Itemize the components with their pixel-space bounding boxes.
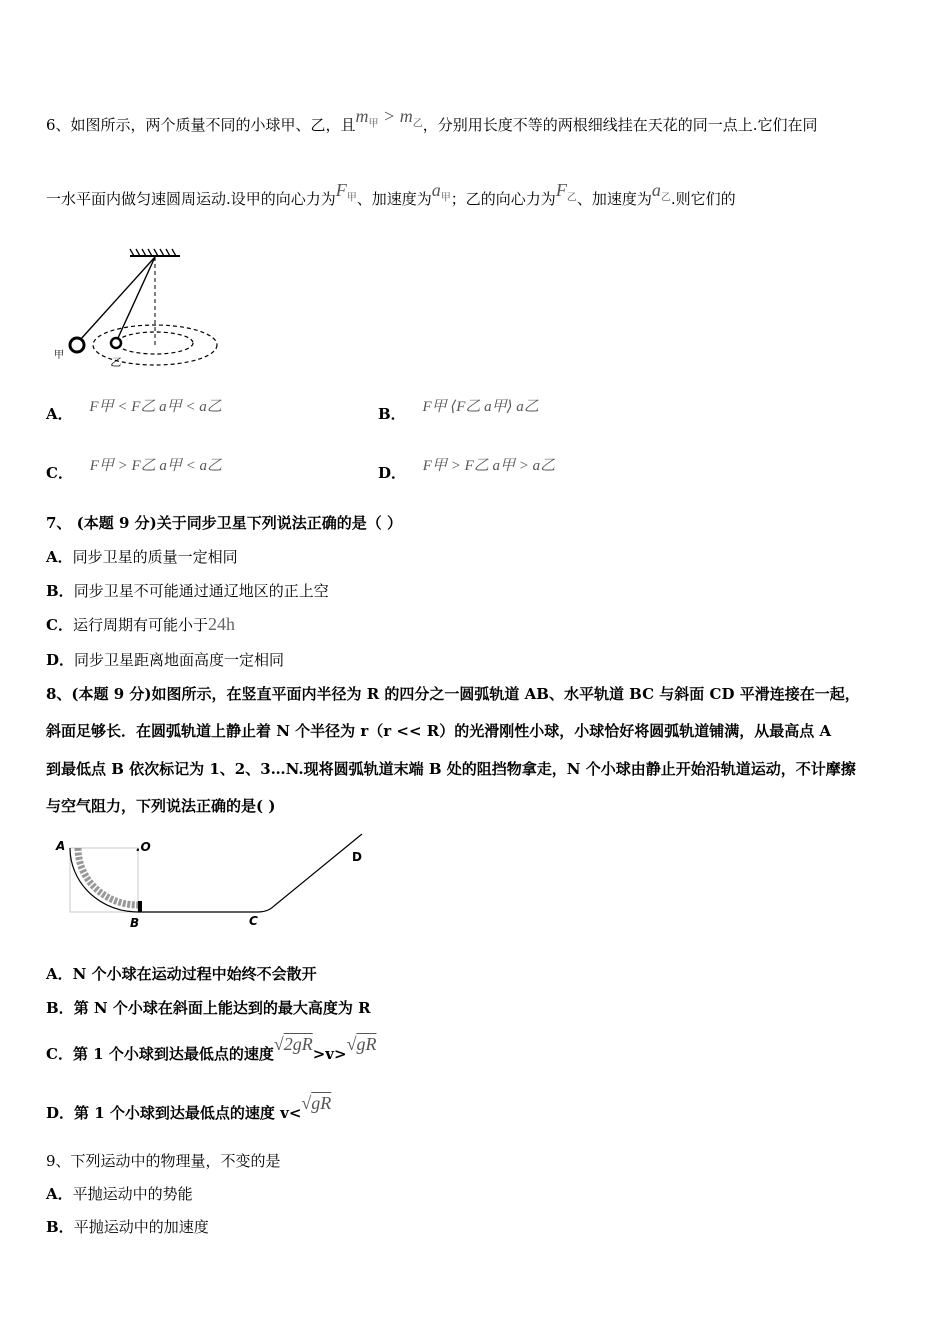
- conical-pendulum-figure: [52, 240, 227, 375]
- track-figure: [50, 830, 370, 935]
- q7-option-d[interactable]: D．同步卫星距离地面高度一定相同: [46, 651, 285, 669]
- q6-option-d[interactable]: D． F甲 > F乙 a甲 > a乙: [378, 458, 556, 482]
- q6-option-a[interactable]: A． F甲 < F乙 a甲 < a乙: [46, 399, 222, 423]
- q8-option-a[interactable]: A．N 个小球在运动过程中始终不会散开: [46, 965, 317, 983]
- q8-option-c[interactable]: C．第 1 个小球到达最低点的速度√2gR>v>√gR: [46, 1034, 377, 1063]
- ball-yi: [111, 338, 121, 348]
- label-d: D: [352, 850, 362, 864]
- q7-option-c[interactable]: C．运行周期有可能小于24h: [46, 614, 235, 634]
- f-yi: $F_乙$: [555, 180, 577, 204]
- q8-stem-line3: 到最低点 B 依次标记为 1、2、3…N.现将圆弧轨道末端 B 处的阻挡物拿走，N 个小球由静止开始沿轨道运动，不计摩擦: [46, 760, 856, 778]
- q8-stem-line4: 与空气阻力，下列说法正确的是( ): [46, 797, 276, 815]
- label-b: B: [130, 916, 140, 930]
- q9-option-b[interactable]: B．平抛运动中的加速度: [46, 1218, 209, 1236]
- mass-condition: $m_甲 > m_乙$: [355, 106, 423, 130]
- label-c: C: [249, 914, 258, 928]
- sqrt-gR-d: √gR: [301, 1093, 332, 1113]
- q8-stem-line2: 斜面足够长．在圆弧轨道上静止着 N 个半径为 r（r << R）的光滑刚性小球，小球恰好将圆弧轨道铺满，从最高点 A: [46, 722, 832, 740]
- sqrt-2gR: √2gR: [273, 1034, 313, 1054]
- q7-stem: 7、 (本题 9 分)关于同步卫星下列说法正确的是（ ）: [46, 514, 402, 532]
- label-o: .O: [136, 840, 151, 854]
- q6-line1: 6、如图所示，两个质量不同的小球甲、乙，且$m_甲 > m_乙$，分别用长度不等的两根细线挂在天花的同一点上.它们在同: [46, 106, 818, 134]
- ball-jia: [70, 338, 84, 352]
- q8-option-d[interactable]: D．第 1 个小球到达最低点的速度 v<√gR: [46, 1093, 332, 1122]
- q6-option-c[interactable]: C． F甲 > F乙 a甲 < a乙: [46, 458, 223, 482]
- q6-option-b[interactable]: B． F甲 ⟨F乙 a甲⟩ a乙: [378, 399, 539, 423]
- label-jia: 甲: [54, 350, 64, 361]
- q7-option-b[interactable]: B．同步卫星不可能通过通辽地区的正上空: [46, 582, 329, 600]
- f-jia: $F_甲$: [335, 180, 357, 204]
- a-jia: $a_甲$: [431, 180, 451, 204]
- q9-option-a[interactable]: A．平抛运动中的势能: [46, 1185, 193, 1203]
- q8-option-b[interactable]: B．第 N 个小球在斜面上能达到的最大高度为 R: [46, 999, 371, 1017]
- q7-option-a[interactable]: A．同步卫星的质量一定相同: [46, 548, 238, 566]
- label-a: A: [56, 839, 66, 853]
- q9-stem: 9、下列运动中的物理量，不变的是: [46, 1152, 281, 1170]
- label-yi: 乙: [110, 356, 121, 369]
- sqrt-gR: √gR: [346, 1034, 377, 1054]
- a-yi: $a_乙$: [651, 180, 671, 204]
- q6-line2: 一水平面内做匀速圆周运动.设甲的向心力为$F_甲$、加速度为$a_甲$；乙的向心力为$F_乙$、加速度为$a_乙$.则它们的: [46, 180, 736, 208]
- q8-stem-line1: 8、(本题 9 分)如图所示，在竖直平面内半径为 R 的四分之一圆弧轨道 AB、水平轨道 BC 与斜面 CD 平滑连接在一起，: [46, 685, 860, 703]
